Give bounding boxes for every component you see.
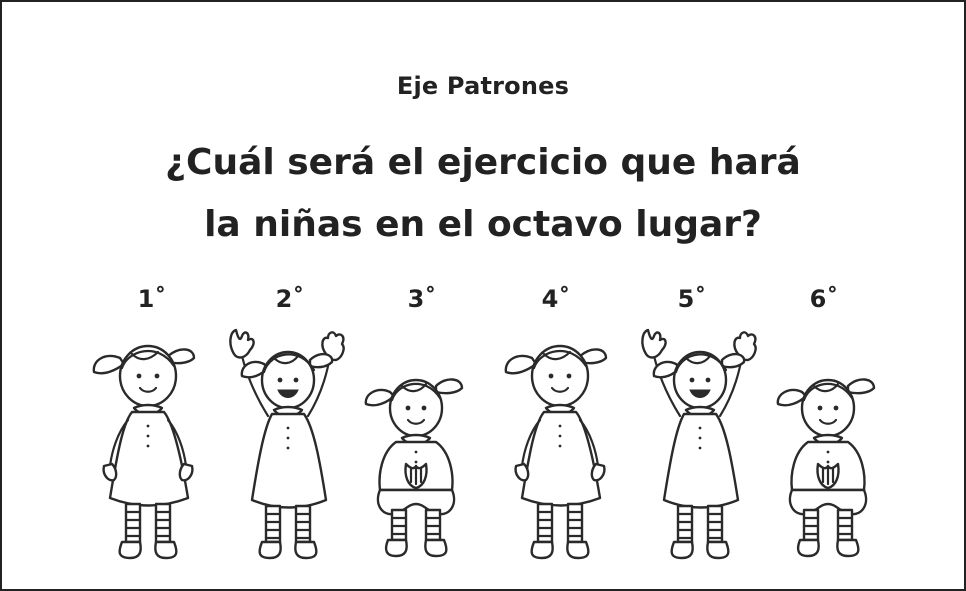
ordinal-6: 6˚ [809, 285, 839, 313]
girl-standing-figure [500, 332, 620, 564]
girl-squatting-figure [360, 364, 470, 564]
girl-arms-up-figure [636, 328, 762, 564]
ordinal-2: 2˚ [275, 285, 305, 313]
ordinal-5: 5˚ [677, 285, 707, 313]
ordinal-1: 1˚ [137, 285, 167, 313]
ordinal-4: 4˚ [541, 285, 571, 313]
question-line-1: ¿Cuál será el ejercicio que hará [165, 142, 801, 183]
girl-standing-figure [88, 332, 208, 564]
axis-label: Eje Patrones [396, 72, 570, 100]
girl-squatting-figure [772, 364, 882, 564]
question-line-2: la niñas en el octavo lugar? [204, 204, 762, 245]
girl-arms-up-figure [224, 328, 350, 564]
pattern-sequence [2, 2, 964, 589]
ordinal-3: 3˚ [407, 285, 437, 313]
